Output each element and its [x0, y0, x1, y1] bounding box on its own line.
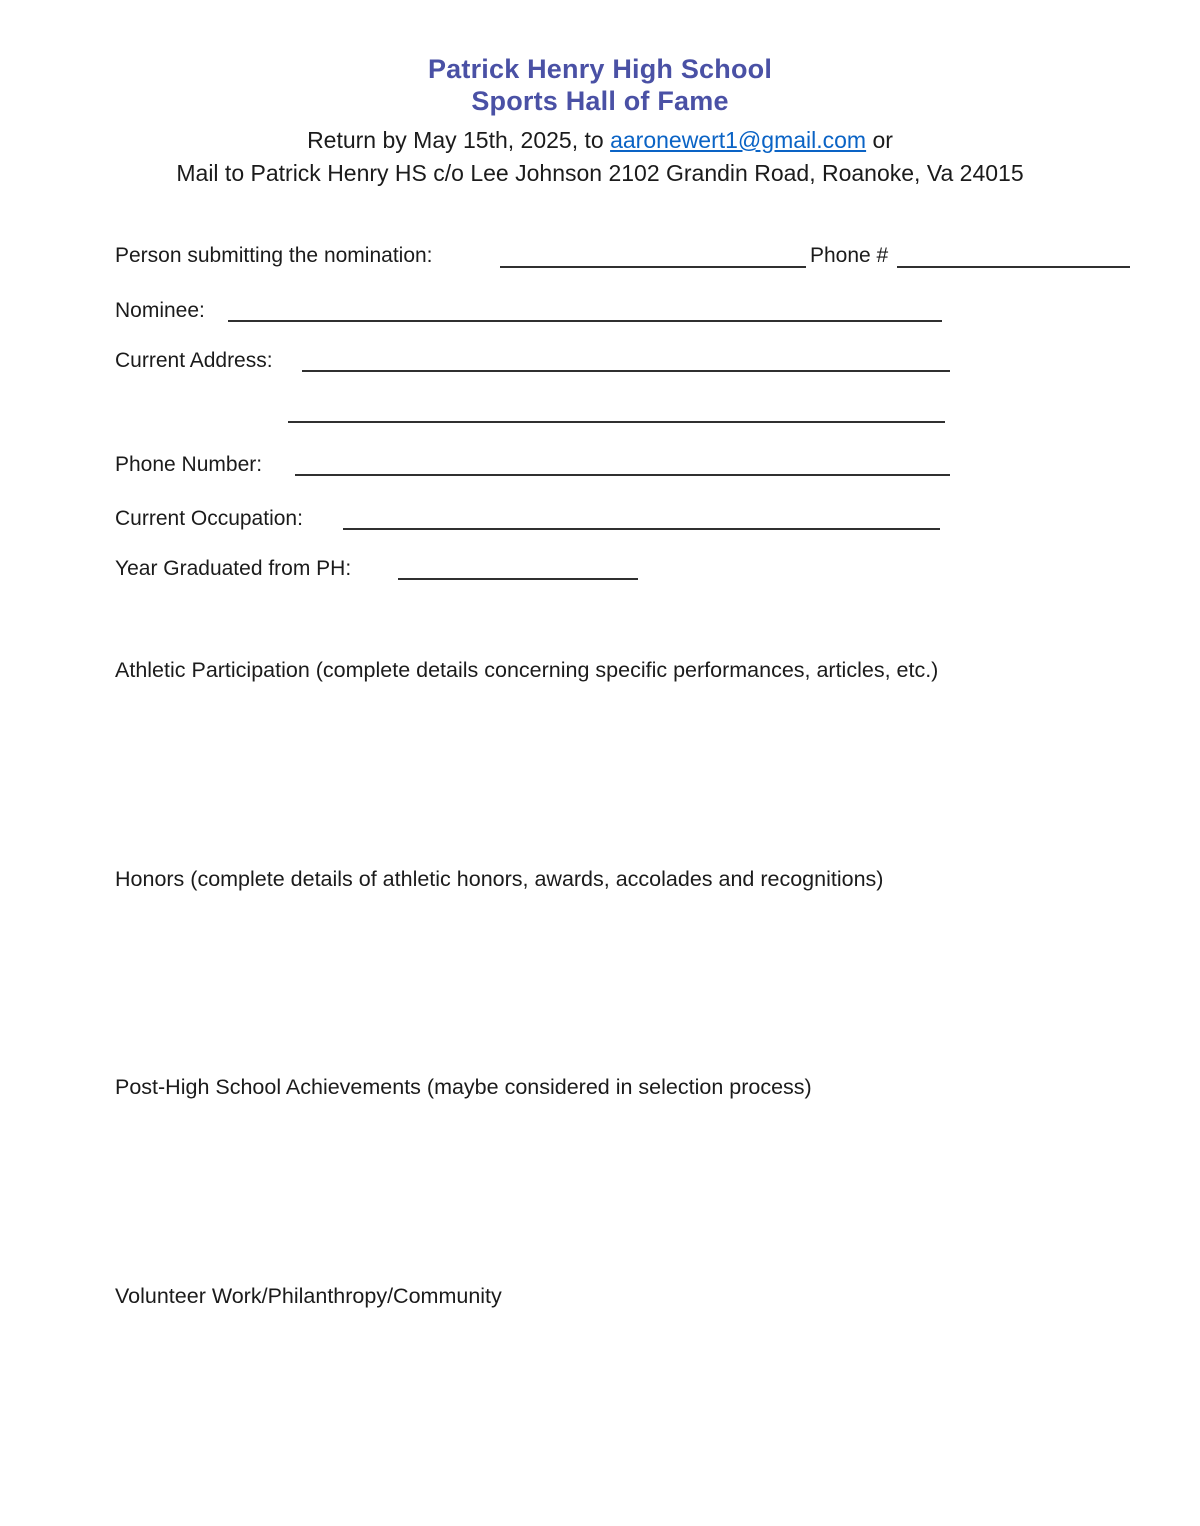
phone-number-blank: [295, 474, 950, 476]
current-occupation-label: Current Occupation:: [115, 507, 303, 530]
year-graduated-label: Year Graduated from PH:: [115, 557, 352, 580]
return-suffix-text: or: [866, 127, 893, 153]
nominee-blank: [228, 320, 942, 322]
current-occupation-blank: [343, 528, 940, 530]
phone-number-label: Phone Number:: [115, 453, 263, 476]
year-graduated-blank: [398, 578, 638, 580]
person-submitting-label: Person submitting the nomination:: [115, 244, 433, 267]
nominee-label: Nominee:: [115, 299, 205, 322]
phone-inline-label: Phone #: [810, 244, 889, 267]
section-honors: Honors (complete details of athletic honors, awards, accolades and recognitions): [115, 867, 884, 891]
section-post-high-school: Post-High School Achievements (maybe considered in selection process): [115, 1075, 812, 1099]
phone-inline-blank: [897, 266, 1130, 268]
person-submitting-blank: [500, 266, 806, 268]
email-link[interactable]: aaronewert1@gmail.com: [610, 127, 867, 153]
section-athletic-participation: Athletic Participation (complete details concerning specific performances, articles, etc.): [115, 658, 939, 682]
form-title: Patrick Henry High School: [427, 54, 773, 84]
return-prefix-text: Return by May 15th, 2025, to: [307, 127, 611, 153]
current-address-blank-2: [288, 421, 945, 423]
form-subtitle: Sports Hall of Fame: [471, 86, 729, 116]
return-instruction-line: [0, 127, 1200, 154]
section-volunteer: Volunteer Work/Philanthropy/Community: [115, 1284, 502, 1308]
current-address-blank: [302, 370, 950, 372]
current-address-label: Current Address:: [115, 349, 273, 372]
mail-instruction-line: Mail to Patrick Henry HS c/o Lee Johnson 2102 Grandin Road, Roanoke, Va 24015: [176, 160, 1024, 186]
